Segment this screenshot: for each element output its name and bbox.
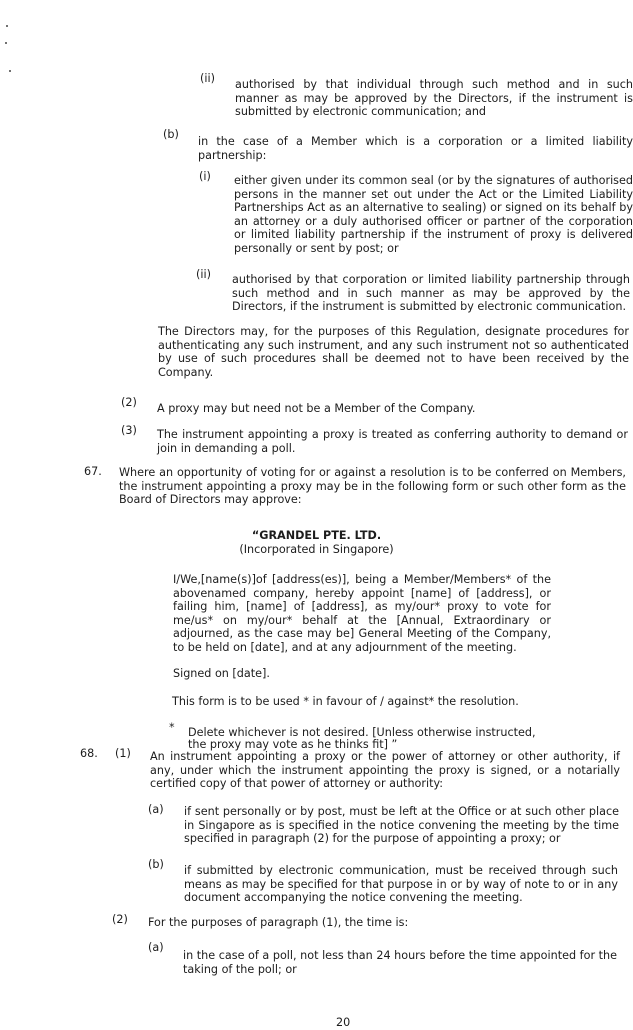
clause-text: The instrument appointing a proxy is treated as conferring authority to demand or join in demanding a poll. xyxy=(157,428,628,455)
regulation-text: An instrument appointing a proxy or the power of attorney or other authority, if any, under which the instrument appointing the proxy is signed, or a notarially certified copy of that power of attorney or authority: xyxy=(150,750,620,791)
clause-text: A proxy may but need not be a Member of the Company. xyxy=(157,402,476,415)
clause-label: (ii) xyxy=(200,72,215,85)
clause-text: authorised by that individual through such method and in such manner as may be approved by the Directors, if the instrument is submitted by electronic communication; and xyxy=(235,78,633,119)
form-note-line: the proxy may vote as he thinks fit] ” xyxy=(188,738,398,751)
clause-text: in the case of a Member which is a corporation or a limited liability partnership: xyxy=(198,135,633,162)
scan-speck xyxy=(9,70,11,72)
clause-text: if sent personally or by post, must be left at the Office or at such other place in Singapore as is specified in the notice convening the meeting by the time specified in paragraph (2) for the purpose of appointing a proxy; or xyxy=(184,805,619,846)
form-note-mark: * xyxy=(169,721,175,734)
form-usage: This form is to be used * in favour of / against* the resolution. xyxy=(172,695,519,708)
clause-text: if submitted by electronic communication, must be received through such means as may be specified for that purpose in or by way of note to or in any document accompanying the notice convening the meeting. xyxy=(184,864,618,905)
clause-label: (b) xyxy=(148,858,164,871)
form-company-name: “GRANDEL PTE. LTD. xyxy=(251,529,382,542)
clause-label: (a) xyxy=(148,941,164,954)
clause-text: in the case of a poll, not less than 24 hours before the time appointed for the taking of the poll; or xyxy=(183,949,617,976)
clause-label: (b) xyxy=(163,128,179,141)
clause-label: (3) xyxy=(121,424,137,437)
scan-speck xyxy=(6,25,8,27)
form-incorporation: (Incorporated in Singapore) xyxy=(239,543,394,556)
regulation-number: 68. xyxy=(80,747,98,760)
regulation-text: Where an opportunity of voting for or against a resolution is to be conferred on Members, the instrument appointing a proxy may be in the following form or such other form as the Board of Directors may approve: xyxy=(119,466,626,507)
clause-label: (i) xyxy=(199,170,211,183)
clause-label: (2) xyxy=(121,396,137,409)
clause-label: (1) xyxy=(115,747,131,760)
form-signed: Signed on [date]. xyxy=(173,667,270,680)
clause-text: For the purposes of paragraph (1), the time is: xyxy=(148,916,409,929)
page-number: 20 xyxy=(336,1016,351,1029)
clause-text: either given under its common seal (or by the signatures of authorised persons in the manner set out under the Act or the Limited Liability Partnerships Act as an alternative to sealing) or signed on its behalf by an attorney or a duly authorised officer or partner of the corporation or limited liability partnership if the instrument of proxy is delivered personally or sent by post; or xyxy=(234,174,633,255)
regulation-number: 67. xyxy=(84,465,102,478)
clause-text: authorised by that corporation or limited liability partnership through such method and in such manner as may be approved by the Directors, if the instrument is submitted by electronic communication. xyxy=(232,273,630,314)
clause-label: (2) xyxy=(112,913,128,926)
clause-label: (a) xyxy=(148,803,164,816)
clause-label: (ii) xyxy=(196,268,211,281)
scan-speck xyxy=(5,42,7,44)
form-note-line: Delete whichever is not desired. [Unless otherwise instructed, xyxy=(188,726,536,739)
form-body: I/We,[name(s)]of [address(es)], being a Member/Members* of the abovenamed company, hereby appoint [name] of [address], or failing him, [name] of [address], as my/our* proxy to vote for me/us* on my/our* behalf at the [Annual, Extraordinary or adjourned, as the case may be] General Meeting of the Company, to be held on [date], and at any adjournment of the meeting. xyxy=(173,573,551,654)
paragraph: The Directors may, for the purposes of this Regulation, designate procedures for authenticating any such instrument, and any such instrument not so authenticated by use of such procedures shall be deemed not to have been received by the Company. xyxy=(158,325,629,379)
